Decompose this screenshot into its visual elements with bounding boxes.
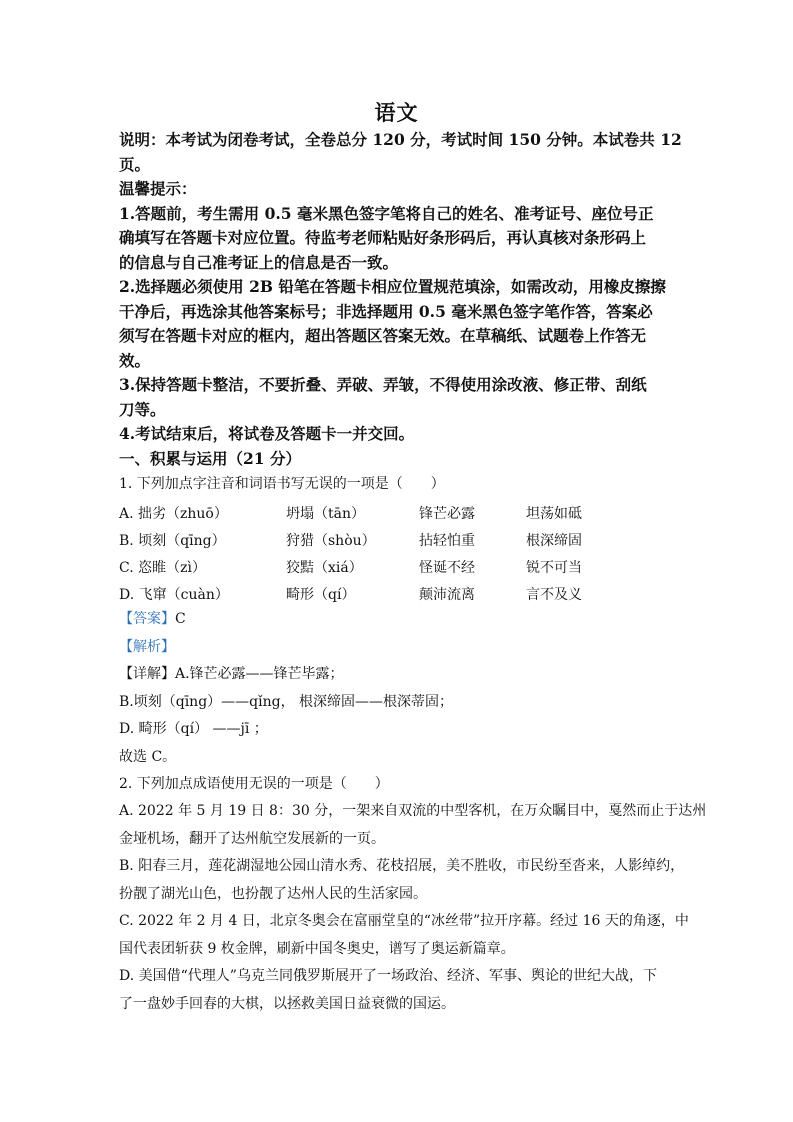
instruction-line: 温馨提示：	[119, 179, 197, 198]
option-cell: 坦荡如砥	[526, 506, 582, 522]
detail-line: 故选 C。	[119, 748, 177, 765]
answer-line	[119, 606, 679, 634]
analysis-label: 【解析】	[119, 638, 175, 655]
detail-line: B.顷刻（qīng）——qǐng， 根深缔固——根深蒂固；	[119, 693, 454, 710]
instruction-line: 确填写在答题卡对应位置。待监考老师粘贴好条形码后，再认真核对条形码上	[119, 228, 647, 247]
q2-option-a-line: 金垭机场，翻开了达州航空发展新的一页。	[119, 830, 385, 847]
q1-option-c	[119, 557, 679, 584]
section-heading: 一、积累与运用（21 分）	[119, 448, 301, 468]
instruction-line: 效。	[119, 350, 151, 370]
q2-option-d-line: 了一盘妙手回春的大棋，以拯救美国日益衰微的国运。	[119, 995, 455, 1012]
option-cell: D. 飞窜（cuàn）	[119, 587, 229, 603]
q2-option-a-line: A. 2022 年 5 月 19 日 8：30 分，一架来自双流的中型客机，在万众瞩目中，戛然而止于达州	[119, 803, 707, 819]
q2-option-c-line: C. 2022 年 2 月 4 日，北京冬奥会在富丽堂皇的“冰丝带”拉开序幕。经过 16 天的角逐，中	[119, 913, 689, 929]
q2-options	[119, 798, 707, 1018]
answer-label: 【答案】	[119, 611, 175, 627]
instruction-line: 说明：本考试为闭卷考试，全卷总分 120 分，考试时间 150 分钟。本试卷共 12	[119, 130, 682, 149]
q1-answer	[119, 606, 679, 799]
detail-line: 【详解】A.锋芒必露——锋芒毕露；	[119, 666, 344, 682]
option-cell: C. 恣睢（zì）	[119, 560, 206, 576]
option-cell: 根深缔固	[526, 533, 582, 549]
answer-value: C	[175, 611, 186, 627]
detail-line: D. 畸形（qí） ——jī ；	[119, 721, 268, 737]
q2-option-c-line: 国代表团斩获 9 枚金牌，刷新中国冬奥史，谱写了奥运新篇章。	[119, 940, 515, 957]
instructions	[119, 128, 682, 471]
instruction-line: 3.保持答题卡整洁，不要折叠、弄破、弄皱，不得使用涂改液、修正带、刮纸	[119, 375, 647, 394]
q2-option-b-line: B. 阳春三月，莲花湖湿地公园山清水秀、花枝招展，美不胜收，市民纷至沓来，人影绰约，	[119, 858, 685, 874]
option-cell: B. 顷刻（qīng）	[119, 533, 226, 549]
option-cell: 颠沛流离	[419, 587, 475, 603]
option-cell: 锋芒必露	[419, 506, 475, 522]
option-cell: 狡黠（xiá）	[286, 560, 363, 576]
page-title: 语文	[374, 100, 419, 125]
instruction-line: 4.考试结束后，将试卷及答题卡一并交回。	[119, 424, 415, 443]
instruction-line: 须写在答题卡对应的框内，超出答题区答案无效。在草稿纸、试题卷上作答无	[119, 326, 647, 345]
option-cell: A. 拙劣（zhuō）	[119, 506, 228, 522]
option-cell: 拈轻怕重	[419, 533, 475, 549]
question-2-stem: 2. 下列加点成语使用无误的一项是（ ）	[119, 776, 389, 792]
instruction-line: 的信息与自己准考证上的信息是否一致。	[119, 252, 399, 272]
instruction-line: 刀等。	[119, 399, 166, 419]
option-cell: 狩猎（shòu）	[286, 533, 376, 549]
q2-option-b-line: 扮靓了湖光山色，也扮靓了达州人民的生活家园。	[119, 885, 427, 902]
q1-option-a	[119, 503, 679, 530]
option-cell: 畸形（qí）	[286, 587, 356, 603]
q2-option-d-line: D. 美国借“代理人”乌克兰同俄罗斯展开了一场政治、经济、军事、舆论的世纪大战，下	[119, 968, 657, 984]
option-cell: 言不及义	[526, 587, 582, 603]
instruction-line: 1.答题前，考生需用 0.5 毫米黑色签字笔将自己的姓名、准考证号、座位号正	[119, 203, 654, 223]
option-cell: 怪诞不经	[419, 560, 475, 576]
instruction-line: 干净后，再选涂其他答案标号；非选择题用 0.5 毫米黑色签字笔作答，答案必	[119, 301, 653, 321]
question-1-stem: 1. 下列加点字注音和词语书写无误的一项是（ ）	[119, 476, 445, 492]
option-cell: 锐不可当	[526, 560, 582, 576]
instruction-line: 页。	[119, 154, 151, 174]
q1-option-b	[119, 530, 679, 557]
instruction-line: 2.选择题必须使用 2B 铅笔在答题卡相应位置规范填涂，如需改动，用橡皮擦擦	[119, 277, 666, 296]
option-cell: 坍塌（tān）	[286, 506, 365, 522]
